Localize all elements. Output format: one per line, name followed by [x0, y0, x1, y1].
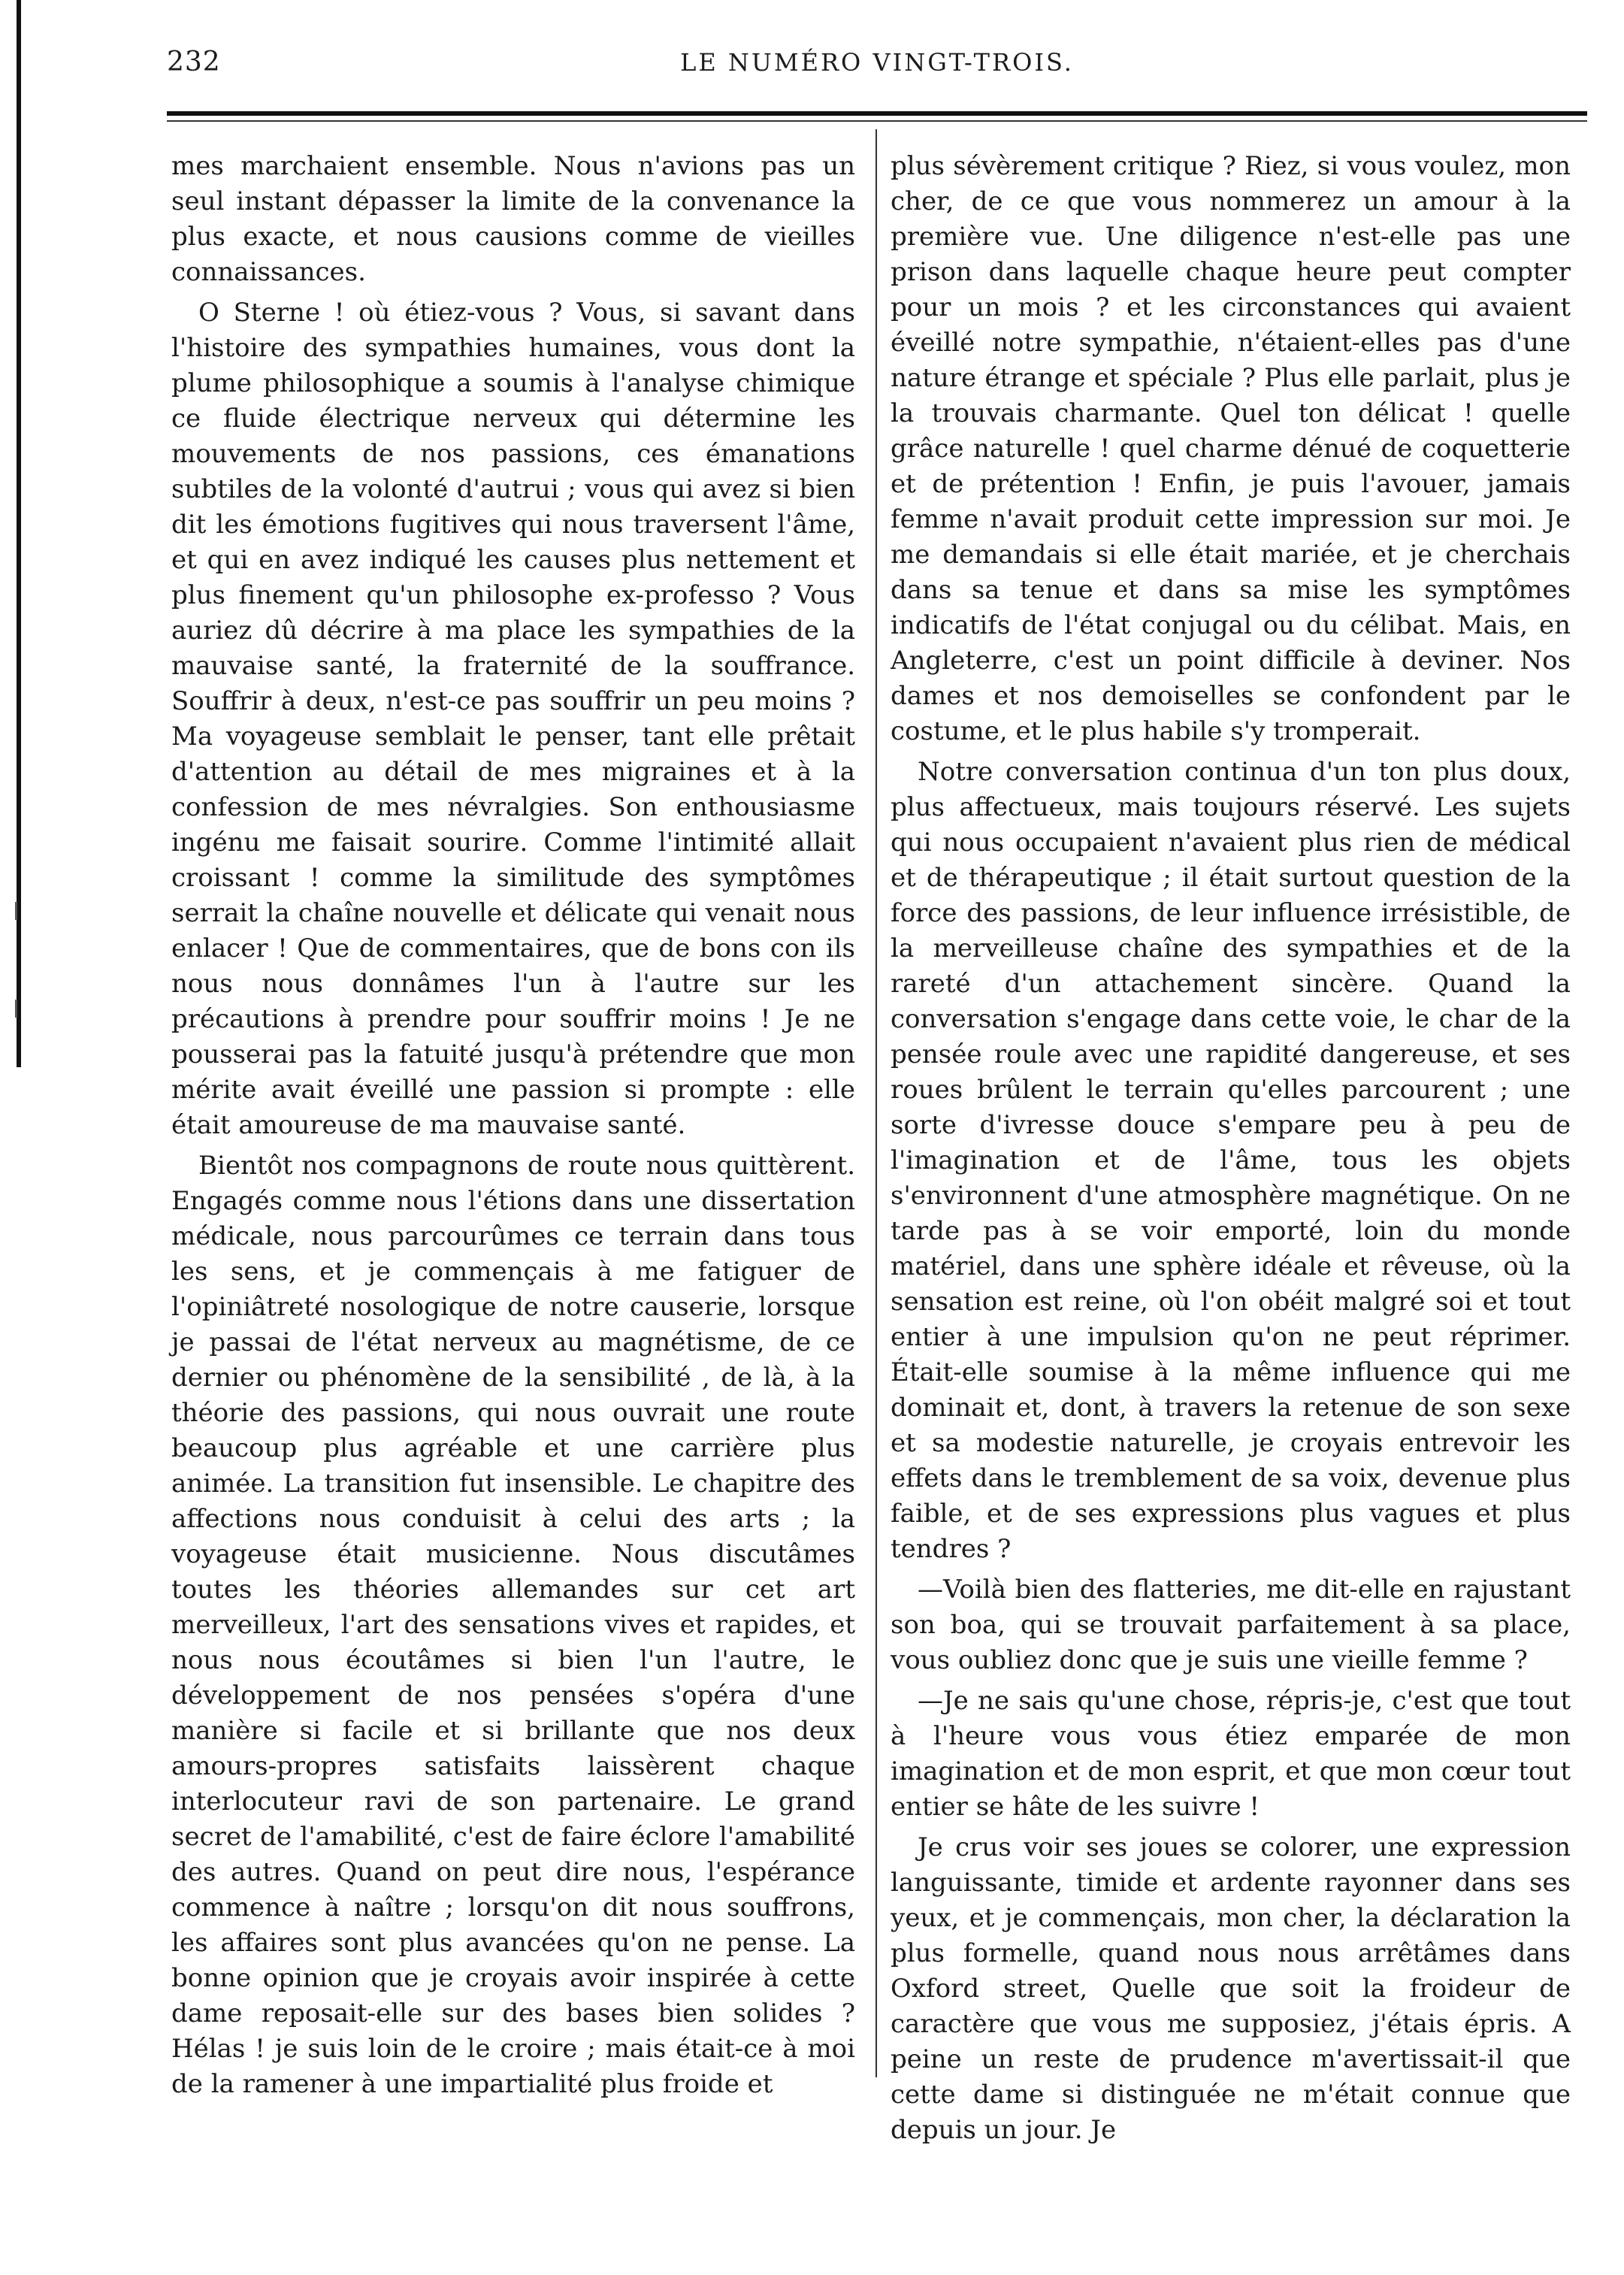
left-column [171, 149, 855, 2102]
paragraph: Notre conversation continua d'un ton plus doux, plus affectueux, mais toujours réservé. Les sujets qui nous occupaient n'avaient plus rien de médical et de thérapeutique ; il était surtout question de la force des passions, de leur influence irrésistible, de la merveilleuse chaîne des sympathies et de la rareté d'un attachement sincère. Quand la conversation s'engage dans cette voie, le char de la pensée roule avec une rapidité dangereuse, et ses roues brûlent le terrain qu'elles parcourent ; une sorte d'ivresse douce s'empare peu à peu de l'imagination et de l'âme, tous les objets s'environnent d'une atmosphère magnétique. On ne tarde pas à se voir emporté, loin du monde matériel, dans une sphère idéale et rêveuse, où la sensation est reine, où l'on obéit malgré soi et tout entier à une impulsion qu'on ne peut réprimer. Était-elle soumise à la même influence qui me dominait et, dont, à travers la retenue de son sexe et sa modestie naturelle, je croyais entrevoir les effets dans le tremblement de sa voix, devenue plus faible, et de ses expressions plus vagues et plus tendres ? [891, 757, 1571, 1564]
paragraph: O Sterne ! où étiez-vous ? Vous, si savant dans l'histoire des sympathies humaines, vous dont la plume philosophique a soumis à l'analyse chimique ce fluide électrique nerveux qui détermine les mouvements de nos passions, ces émanations subtiles de la volonté d'autrui ; vous qui avez si bien dit les émotions fugitives qui nous traversent l'âme, et qui en avez indiqué les causes plus nettement et plus finement qu'un philosophe ex-professo ? Vous auriez dû décrire à ma place les sympathies de la mauvaise santé, la fraternité de la souffrance. Souffrir à deux, n'est-ce pas souffrir un peu moins ? Ma voyageuse semblait le penser, tant elle prêtait d'attention au détail de mes migraines et à la confession de mes névralgies. Son enthousiasme ingénu me faisait sourire. Comme l'intimité allait croissant ! comme la similitude des symptômes serrait la chaîne nouvelle et délicate qui venait nous enlacer ! Que de commentaires, que de bons con ils nous nous donnâmes l'un à l'autre sur les précautions à prendre pour souffrir moins ! Je ne pousserai pas la fatuité jusqu'à prétendre que mon mérite avait éveillé une passion si prompte : elle était amoureuse de ma mauvaise santé. [171, 298, 855, 1140]
page-number: 232 [167, 47, 221, 77]
right-column [891, 149, 1571, 2148]
header-rule-thin [167, 120, 1587, 122]
paragraph: Bientôt nos compagnons de route nous quittèrent. Engagés comme nous l'étions dans une dissertation médicale, nous parcourûmes ce terrain dans tous les sens, et je commençais à me fatiguer de l'opiniâtreté nosologique de notre causerie, lorsque je passai de l'état nerveux au magnétisme, de ce dernier ou phénomène de la sensibilité , de là, à la théorie des passions, qui nous ouvrait une route beaucoup plus agréable et une carrière plus animée. La transition fut insensible. Le chapitre des affections nous conduisit à celui des arts ; la voyageuse était musicienne. Nous discutâmes toutes les théories allemandes sur cet art merveilleux, l'art des sensations vives et rapides, et nous nous écoutâmes si bien l'un l'autre, le développement de nos pensées s'opéra d'une manière si facile et si brillante que nos deux amours-propres satisfaits laissèrent chaque interlocuteur ravi de son partenaire. Le grand secret de l'amabilité, c'est de faire éclore l'amabilité des autres. Quand on peut dire nous, l'espérance commence à naître ; lorsqu'on dit nous souffrons, les affaires sont plus avancées qu'on ne pense. La bonne opinion que je croyais avoir inspirée à cette dame reposait-elle sur des bases bien solides ? Hélas ! je suis loin de le croire ; mais était-ce à moi de la ramener à une impartialité plus froide et [171, 1151, 855, 2099]
running-title: LE NUMÉRO VINGT-TROIS. [680, 48, 1074, 77]
paragraph: Je crus voir ses joues se colorer, une expression languissante, timide et ardente rayonner dans ses yeux, et je commençais, mon cher, la déclaration la plus formelle, quand nous nous arrêtâmes dans Oxford street, Quelle que soit la froideur de caractère que vous me supposiez, j'étais épris. A peine un reste de prudence m'avertissait-il que cette dame si distinguée ne m'était connue que depuis un jour. Je [891, 1832, 1571, 2145]
margin-mark [15, 902, 17, 920]
column-divider [876, 129, 877, 2077]
paragraph: —Voilà bien des flatteries, me dit-elle en rajustant son boa, qui se trouvait parfaitement à sa place, vous oubliez donc que je suis une vieille femme ? [891, 1575, 1571, 1675]
margin-mark [15, 1000, 17, 1018]
page-header [167, 47, 1587, 86]
paragraph: —Je ne sais qu'une chose, répris-je, c'est que tout à l'heure vous vous étiez emparée de mon imagination et de mon esprit, et que mon cœur tout entier se hâte de les suivre ! [891, 1686, 1571, 1822]
paragraph: mes marchaient ensemble. Nous n'avions pas un seul instant dépasser la limite de la convenance la plus exacte, et nous causions comme de vieilles connaissances. [171, 151, 855, 287]
header-rule [167, 111, 1587, 116]
paragraph: plus sévèrement critique ? Riez, si vous voulez, mon cher, de ce que vous nommerez un amour à la première vue. Une diligence n'est-elle pas une prison dans laquelle chaque heure peut compter pour un mois ? et les circonstances qui avaient éveillé notre sympathie, n'étaient-elles pas d'une nature étrange et spéciale ? Plus elle parlait, plus je la trouvais charmante. Quel ton délicat ! quelle grâce naturelle ! quel charme dénué de coquetterie et de prétention ! Enfin, je puis l'avouer, jamais femme n'avait produit cette impression sur moi. Je me demandais si elle était mariée, et je cherchais dans sa tenue et dans sa mise les symptômes indicatifs de l'état conjugal ou du célibat. Mais, en Angleterre, c'est un point difficile à deviner. Nos dames et nos demoiselles se confondent par le costume, et le plus habile s'y tromperait. [891, 151, 1571, 746]
